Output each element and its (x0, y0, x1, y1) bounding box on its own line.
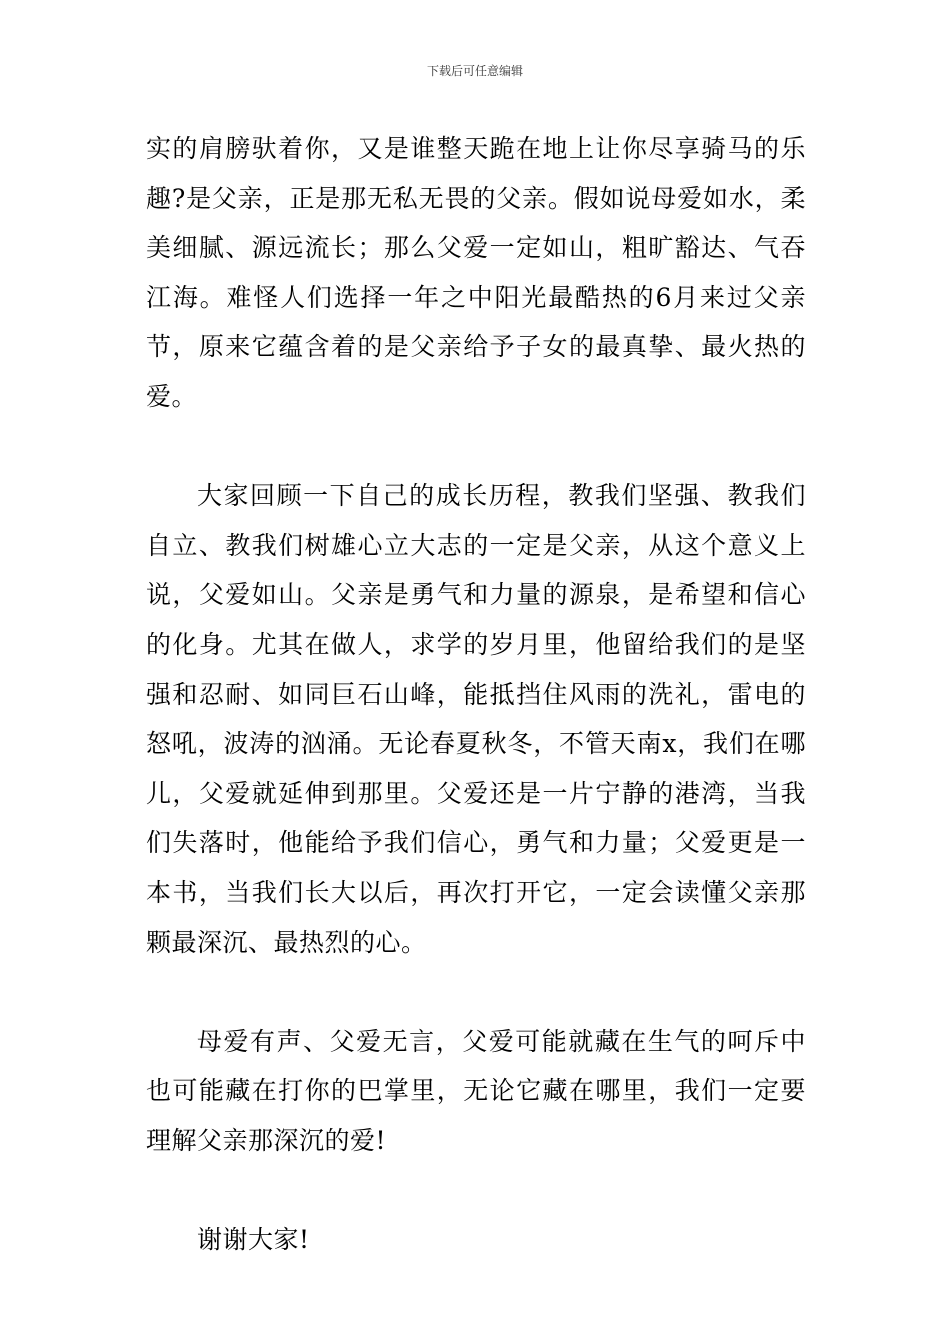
page-header-note: 下载后可任意编辑 (426, 64, 523, 78)
paragraph-closing: 谢谢大家! (197, 1225, 310, 1255)
paragraph-2: 大家回顾一下自己的成长历程，教我们坚强、教我们自立、教我们树雄心立大志的一定是父亲，从这个意义上说，父爱如山。父亲是勇气和力量的源泉，是希望和信心的化身。尤其在做人，求学的岁月里，他留给我们的是坚强和忍耐、如同巨石山峰，能抵挡住风雨的洗礼，雷电的怒吼，波涛的汹涌。无论春夏秋冬，不管天南x，我们在哪儿，父爱就延伸到那里。父爱还是一片宁静的港湾，当我们失落时，他能给予我们信心，勇气和力量；父爱更是一本书，当我们长大以后，再次打开它，一定会读懂父亲那颗最深沉、最热烈的心。 (146, 481, 806, 957)
paragraph-3: 母爱有声、父爱无言，父爱可能就藏在生气的呵斥中也可能藏在打你的巴掌里，无论它藏在哪里，我们一定要理解父亲那深沉的爱! (146, 1026, 806, 1155)
paragraph-1: 实的肩膀驮着你，又是谁整天跪在地上让你尽享骑马的乐趣?是父亲，正是那无私无畏的父亲。假如说母爱如水，柔美细腻、源远流长；那么父爱一定如山，粗旷豁达、气吞江海。难怪人们选择一年之中阳光最酷热的6月来过父亲节，原来它蕴含着的是父亲给予子女的最真挚、最火热的爱。 (146, 134, 806, 411)
document-body (146, 124, 806, 1265)
